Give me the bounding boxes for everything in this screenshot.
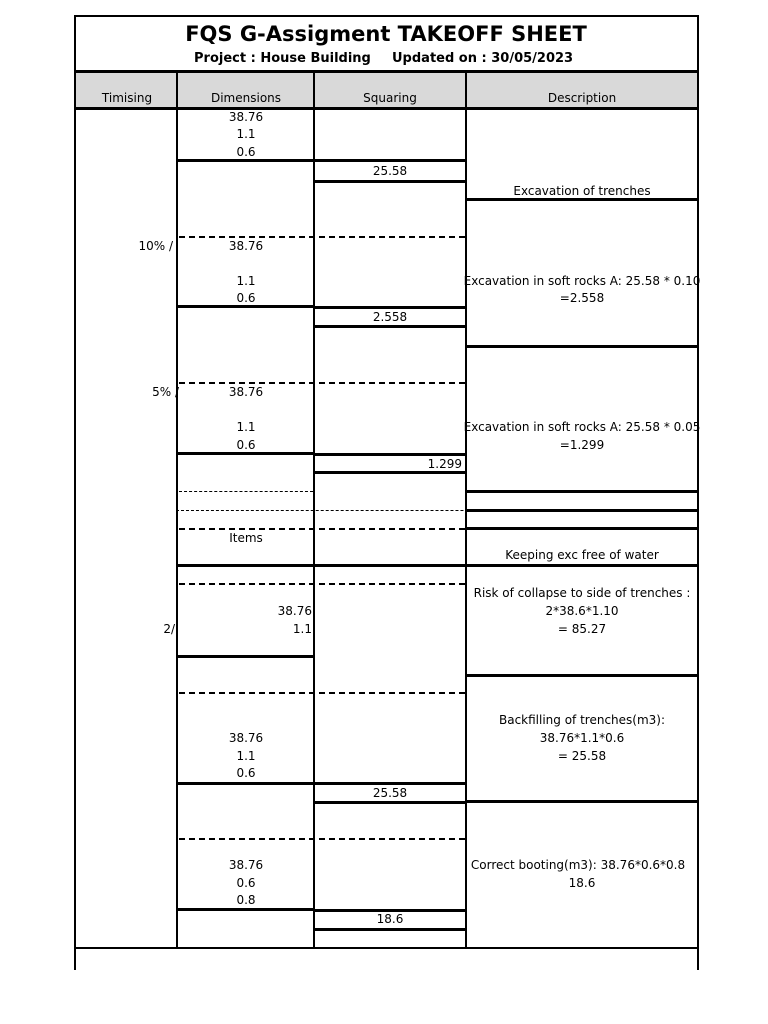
bottom-rule bbox=[74, 947, 699, 949]
square-rule bbox=[314, 928, 466, 931]
description-text: Excavation in soft rocks A: 25.58 * 0.05 bbox=[463, 420, 701, 434]
dotted-rule bbox=[179, 491, 313, 492]
dim-value: Items bbox=[229, 531, 263, 545]
square-value: 1.299 bbox=[427, 457, 462, 471]
dim-value: 0.6 bbox=[236, 766, 256, 780]
square-rule bbox=[314, 453, 466, 456]
row-rule bbox=[177, 564, 699, 567]
dim-value: 38.76 bbox=[228, 385, 264, 399]
dash-rule bbox=[179, 236, 465, 238]
dash-rule bbox=[179, 692, 465, 694]
dim-value: 38.76 bbox=[277, 604, 312, 618]
timing-value: 2/ bbox=[163, 622, 175, 636]
col-header-dimensions: Dimensions bbox=[210, 91, 282, 105]
square-value: 25.58 bbox=[372, 786, 408, 800]
column-header-rule bbox=[74, 107, 699, 110]
dim-value: 0.6 bbox=[236, 291, 256, 305]
desc-rule bbox=[466, 674, 699, 677]
dim-value: 38.76 bbox=[228, 110, 264, 124]
square-rule bbox=[314, 471, 466, 474]
square-rule bbox=[314, 159, 466, 162]
desc-rule bbox=[466, 527, 699, 530]
description-text: =2.558 bbox=[559, 291, 605, 305]
description-text: 18.6 bbox=[568, 876, 596, 890]
description-text: =1.299 bbox=[559, 438, 605, 452]
description-text: Keeping exc free of water bbox=[505, 548, 659, 562]
square-value: 2.558 bbox=[372, 310, 408, 324]
description-text: = 85.27 bbox=[557, 622, 607, 636]
description-text: Backfilling of trenches(m3): bbox=[498, 713, 666, 727]
dim-value: 0.8 bbox=[236, 893, 256, 907]
description-text: 2*38.6*1.10 bbox=[545, 604, 619, 618]
frame-top bbox=[74, 15, 699, 17]
desc-rule bbox=[466, 490, 699, 493]
frame-left bbox=[74, 15, 76, 970]
description-text: Excavation of trenches bbox=[513, 184, 651, 198]
dim-underline bbox=[177, 782, 315, 785]
dim-value: 1.1 bbox=[236, 274, 256, 288]
dash-rule bbox=[179, 382, 465, 384]
desc-rule bbox=[466, 509, 699, 512]
col-header-timising: Timising bbox=[101, 91, 153, 105]
square-rule bbox=[314, 180, 466, 183]
dim-underline bbox=[177, 908, 315, 911]
col-header-description: Description bbox=[547, 91, 617, 105]
square-value: 25.58 bbox=[372, 164, 408, 178]
desc-rule bbox=[466, 198, 699, 201]
col-header-squaring: Squaring bbox=[363, 91, 417, 105]
timing-value: 5% / bbox=[152, 385, 179, 399]
dim-value: 1.1 bbox=[292, 622, 312, 636]
description-text: Risk of collapse to side of trenches : bbox=[473, 586, 691, 600]
description-text: Excavation in soft rocks A: 25.58 * 0.10 bbox=[463, 274, 701, 288]
description-text: 38.76*1.1*0.6 bbox=[539, 731, 625, 745]
square-rule bbox=[314, 782, 466, 785]
dim-value: 0.6 bbox=[236, 145, 256, 159]
dim-value: 1.1 bbox=[236, 420, 256, 434]
dim-value: 0.6 bbox=[236, 438, 256, 452]
square-value: 18.6 bbox=[376, 912, 404, 926]
dim-underline bbox=[177, 159, 315, 162]
desc-rule bbox=[466, 345, 699, 348]
dim-value: 1.1 bbox=[236, 749, 256, 763]
dim-underline bbox=[177, 655, 315, 658]
square-rule bbox=[314, 306, 466, 309]
description-text: = 25.58 bbox=[557, 749, 607, 763]
dim-value: 38.76 bbox=[228, 858, 264, 872]
timing-value: 10% / bbox=[138, 239, 173, 253]
dim-underline bbox=[177, 305, 315, 308]
project-name: Project : House Building bbox=[194, 51, 371, 66]
dash-rule bbox=[179, 528, 465, 530]
sheet-title: FQS G-Assigment TAKEOFF SHEET bbox=[185, 22, 587, 46]
dim-value: 38.76 bbox=[228, 239, 264, 253]
dim-value: 38.76 bbox=[228, 731, 264, 745]
header-rule bbox=[74, 70, 699, 73]
description-text: Correct booting(m3): 38.76*0.6*0.8 bbox=[470, 858, 686, 872]
square-rule bbox=[314, 325, 466, 328]
updated-date: Updated on : 30/05/2023 bbox=[392, 51, 574, 66]
dim-value: 1.1 bbox=[236, 127, 256, 141]
dash-rule bbox=[179, 583, 465, 585]
desc-rule bbox=[466, 800, 699, 803]
dash-rule bbox=[179, 838, 465, 840]
square-rule bbox=[314, 801, 466, 804]
dim-value: 0.6 bbox=[236, 876, 256, 890]
dim-underline bbox=[177, 452, 315, 455]
